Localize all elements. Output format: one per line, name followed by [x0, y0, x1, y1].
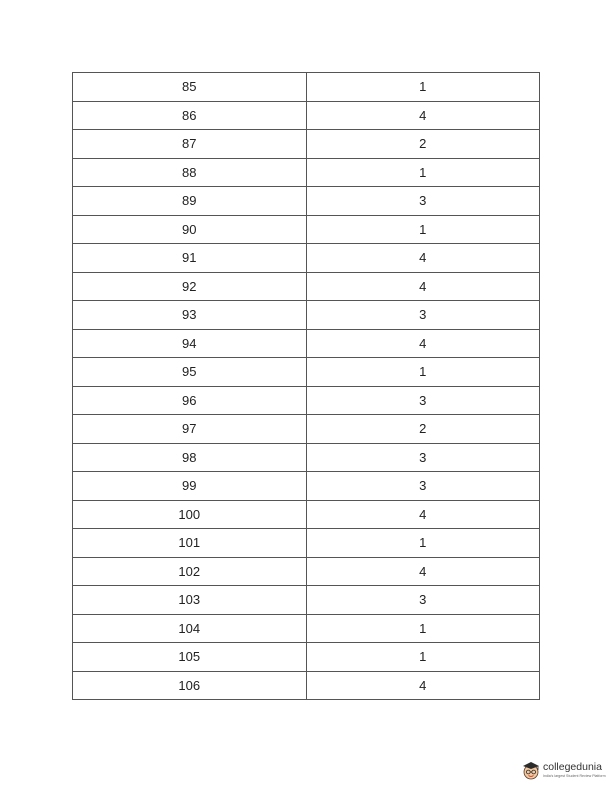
table-row	[73, 244, 540, 273]
table-row	[73, 386, 540, 415]
answer-option-cell: 1	[306, 614, 540, 643]
question-number-cell: 85	[73, 73, 307, 102]
answer-option-cell: 3	[306, 187, 540, 216]
question-number-cell: 93	[73, 301, 307, 330]
table-row	[73, 73, 540, 102]
table-row	[73, 358, 540, 387]
table-row	[73, 443, 540, 472]
answer-option-cell: 1	[306, 158, 540, 187]
table-row	[73, 272, 540, 301]
answer-option-cell: 3	[306, 386, 540, 415]
question-number-cell: 103	[73, 586, 307, 615]
table-row	[73, 557, 540, 586]
table-row	[73, 215, 540, 244]
table-row	[73, 586, 540, 615]
answer-option-cell: 3	[306, 586, 540, 615]
question-number-cell: 96	[73, 386, 307, 415]
table-row	[73, 158, 540, 187]
question-number-cell: 95	[73, 358, 307, 387]
question-number-cell: 89	[73, 187, 307, 216]
question-number-cell: 100	[73, 500, 307, 529]
question-number-cell: 99	[73, 472, 307, 501]
table-row	[73, 614, 540, 643]
answer-option-cell: 3	[306, 301, 540, 330]
question-number-cell: 94	[73, 329, 307, 358]
table-row	[73, 130, 540, 159]
table-row	[73, 415, 540, 444]
answer-option-cell: 2	[306, 130, 540, 159]
table-row	[73, 529, 540, 558]
answer-option-cell: 1	[306, 643, 540, 672]
answer-key-table	[72, 72, 540, 700]
answer-option-cell: 3	[306, 443, 540, 472]
question-number-cell: 87	[73, 130, 307, 159]
answer-option-cell: 4	[306, 272, 540, 301]
answer-option-cell: 1	[306, 215, 540, 244]
answer-option-cell: 2	[306, 415, 540, 444]
table-row	[73, 301, 540, 330]
question-number-cell: 97	[73, 415, 307, 444]
question-number-cell: 88	[73, 158, 307, 187]
table-row	[73, 671, 540, 700]
answer-option-cell: 3	[306, 472, 540, 501]
answer-option-cell: 4	[306, 671, 540, 700]
question-number-cell: 105	[73, 643, 307, 672]
question-number-cell: 106	[73, 671, 307, 700]
table-row	[73, 101, 540, 130]
table-row	[73, 643, 540, 672]
answer-option-cell: 4	[306, 557, 540, 586]
student-face-icon	[520, 759, 542, 781]
question-number-cell: 104	[73, 614, 307, 643]
answer-option-cell: 1	[306, 73, 540, 102]
table-row	[73, 472, 540, 501]
brand-watermark	[518, 756, 612, 786]
answer-option-cell: 4	[306, 244, 540, 273]
table-row	[73, 329, 540, 358]
answer-option-cell: 1	[306, 529, 540, 558]
question-number-cell: 101	[73, 529, 307, 558]
table-row	[73, 500, 540, 529]
answer-key-body	[73, 73, 540, 700]
question-number-cell: 92	[73, 272, 307, 301]
brand-name: collegedunia	[543, 761, 602, 773]
brand-tagline: India's largest Student Review Platform	[543, 774, 606, 778]
question-number-cell: 102	[73, 557, 307, 586]
question-number-cell: 98	[73, 443, 307, 472]
answer-option-cell: 4	[306, 500, 540, 529]
table-row	[73, 187, 540, 216]
question-number-cell: 86	[73, 101, 307, 130]
answer-option-cell: 1	[306, 358, 540, 387]
answer-option-cell: 4	[306, 329, 540, 358]
answer-option-cell: 4	[306, 101, 540, 130]
question-number-cell: 91	[73, 244, 307, 273]
question-number-cell: 90	[73, 215, 307, 244]
